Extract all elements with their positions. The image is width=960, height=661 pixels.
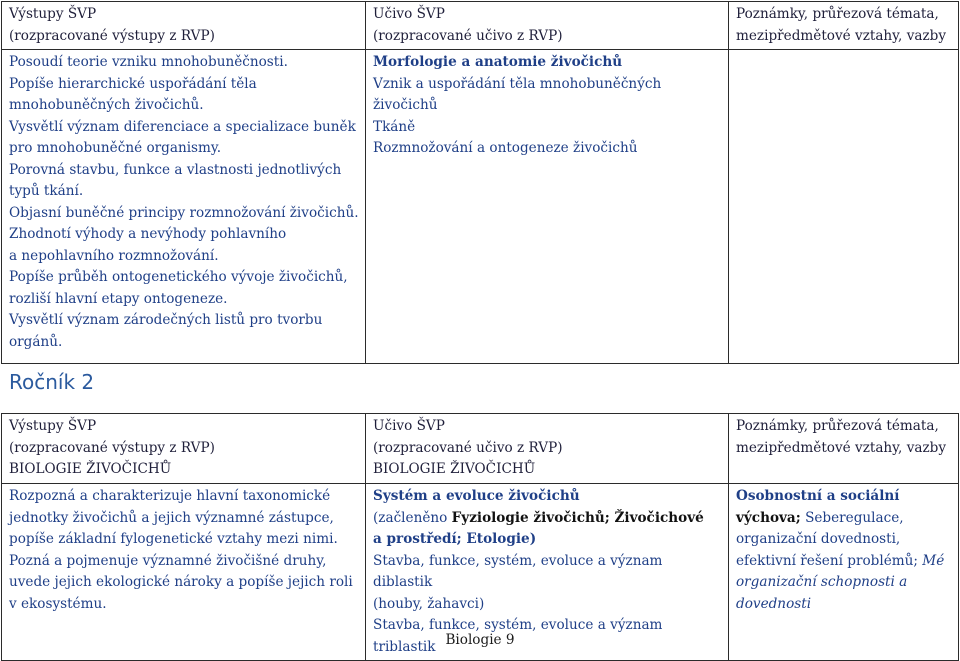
content-item: (houby, žahavci) (373, 595, 485, 612)
output-line: v ekosystému. (9, 595, 107, 612)
output-line: Vysvětlí význam zárodečných listů pro tvorbu (9, 312, 323, 328)
header-content: Učivo ŠVP (rozpracované učivo z RVP) BIOLOGIE ŽIVOČICHŮ (366, 414, 729, 484)
notes-line: výchova; Seberegulace, (736, 509, 904, 526)
table-row (2, 50, 959, 364)
output-line: typů tkání. (9, 183, 84, 199)
curriculum-table-year-2 (1, 413, 959, 661)
header-outputs: Výstupy ŠVP (rozpracované výstupy z RVP) BIOLOGIE ŽIVOČICHŮ (2, 414, 366, 484)
output-line: popíše základní fylogenetické vztahy mezi nimi. (9, 531, 338, 547)
header-notes: Poznámky, průřezová témata, mezipředmětové vztahy, vazby (729, 414, 959, 484)
content-cell (366, 50, 729, 364)
output-line: pro mnohobuněčné organismy. (9, 140, 222, 156)
table-header-row (2, 2, 959, 50)
content-heading: Morfologie a anatomie živočichů (373, 54, 623, 70)
section-title: Ročník 2 (9, 370, 95, 394)
header-outputs: Výstupy ŠVP (rozpracované výstupy z RVP) (2, 2, 366, 50)
output-line: uvede jejich ekologické nároky a popíše jejich roli (9, 574, 353, 590)
notes-line: organizační schopnosti a (736, 574, 908, 590)
output-line: rozliší hlavní etapy ontogeneze. (9, 290, 228, 307)
table-header-row (2, 414, 959, 484)
page-footer: Biologie 9 (445, 632, 515, 648)
content-integrated-line: a prostředí; Etologie) (373, 531, 537, 547)
content-item: Stavba, funkce, systém, evoluce a význam diblastik (373, 552, 663, 590)
output-line: Popíše průběh ontogenetického vývoje živočichů, (9, 269, 348, 285)
output-line: Vysvětlí význam diferenciace a specializace buněk (9, 118, 356, 135)
output-line: Pozná a pojmenuje významné živočišné druhy, (9, 552, 327, 569)
output-line: a nepohlavního rozmnožování. (9, 247, 219, 264)
output-line: Rozpozná a charakterizuje hlavní taxonomické (9, 488, 331, 504)
output-line: Posoudí teorie vzniku mnohobuněčnosti. (9, 54, 288, 70)
notes-cell (729, 50, 959, 364)
output-line: mnohobuněčných živočichů. (9, 97, 204, 113)
output-line: Popíše hierarchické uspořádání těla (9, 75, 257, 92)
content-item: Vznik a uspořádání těla mnohobuněčných živočichů (373, 75, 662, 113)
notes-line: efektivní řešení problémů; Mé (736, 552, 945, 569)
notes-line: Osobnostní a sociální (736, 488, 900, 504)
notes-line: organizační dovednosti, (736, 531, 901, 547)
content-item: Stavba, funkce, systém, evoluce a význam triblastik (373, 617, 663, 655)
output-line: Zhodnotí výhody a nevýhody pohlavního (9, 226, 287, 242)
output-line: jednotky živočichů a jejich významné zástupce, (9, 509, 334, 526)
outputs-cell (2, 50, 366, 364)
output-line: Porovná stavbu, funkce a vlastnosti jednotlivých (9, 161, 342, 178)
content-integrated-line: (začleněno Fyziologie živočichů; Živočichové (373, 509, 704, 526)
content-item: Tkáně (373, 118, 416, 135)
output-line: orgánů. (9, 333, 63, 350)
header-notes: Poznámky, průřezová témata, mezipředmětové vztahy, vazby (729, 2, 959, 50)
notes-line: dovednosti (736, 595, 812, 612)
content-item: Rozmnožování a ontogeneze živočichů (373, 140, 638, 156)
curriculum-table-year-1 (1, 1, 959, 364)
output-line: Objasní buněčné principy rozmnožování živočichů. (9, 204, 359, 221)
content-heading: Systém a evoluce živočichů (373, 488, 580, 504)
header-content: Učivo ŠVP (rozpracované učivo z RVP) (366, 2, 729, 50)
